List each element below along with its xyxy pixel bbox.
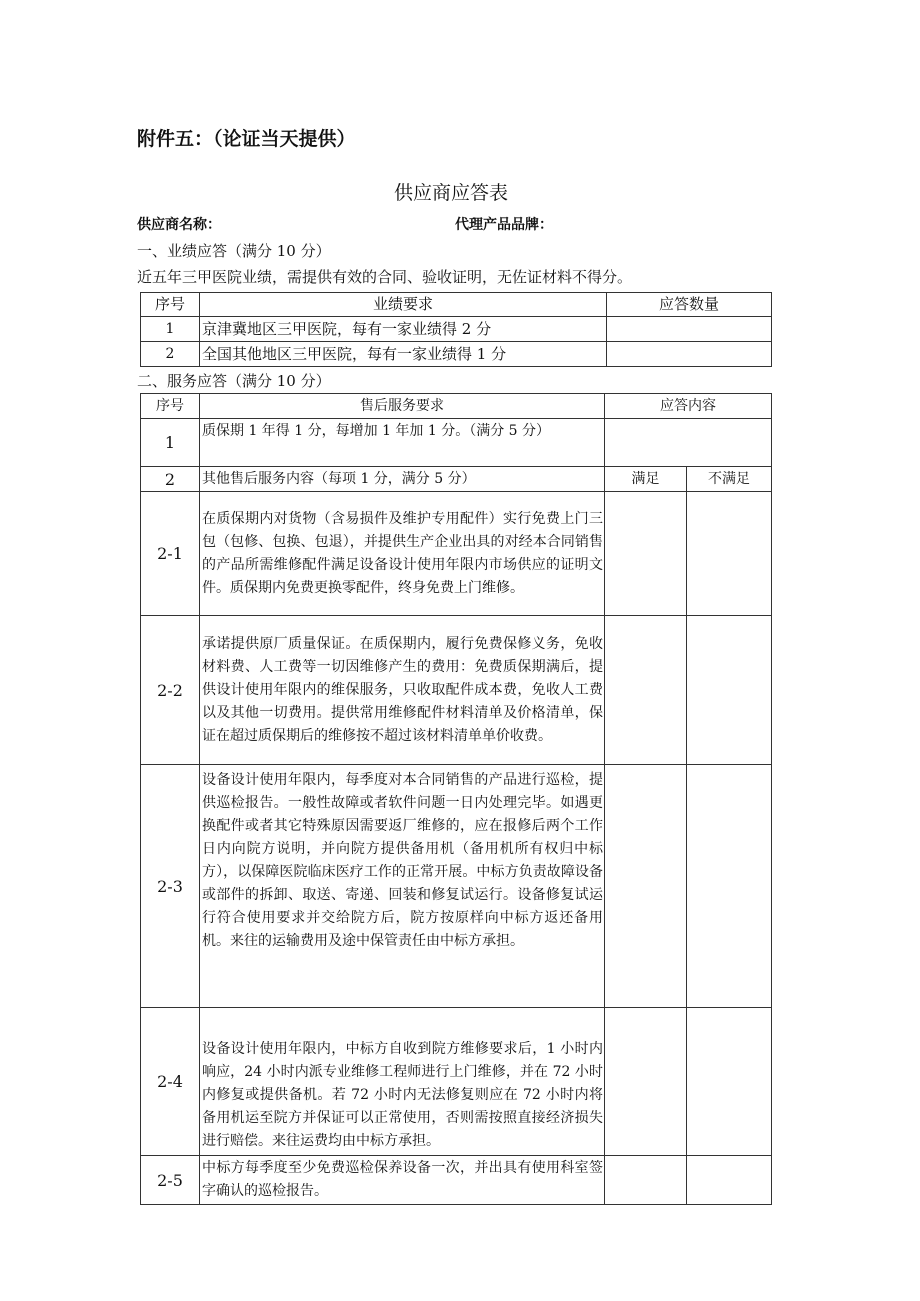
table-row xyxy=(141,1156,772,1205)
section2-heading: 二、服务应答（满分 10 分） xyxy=(137,372,331,390)
row-requirement: 设备设计使用年限内，每季度对本合同销售的产品进行巡检，提供巡检报告。一般性故障或者软件问题一日内处理完毕。如遇更换配件或者其它特殊原因需要返厂维修的，应在报修后两个工作日内向院方说明，并向院方提供备用机（备用机所有权归中标方），以保障医院临床医疗工作的正常开展。中标方负责故障设备或部件的拆卸、取送、寄递、回装和修复试运行。设备修复试运行符合使用要求并交给院方后，院方按原样向中标方返还备用机。来往的运输费用及途中保管责任由中标方承担。 xyxy=(200,765,605,1008)
row-requirement: 中标方每季度至少免费巡检保养设备一次，并出具有使用科室签字确认的巡检报告。 xyxy=(200,1156,605,1205)
satisfy-header: 满足 xyxy=(605,467,687,492)
not-satisfy-cell[interactable] xyxy=(687,765,772,1008)
not-satisfy-cell[interactable] xyxy=(687,616,772,765)
table-header-row xyxy=(141,293,772,317)
row-requirement: 其他售后服务内容（每项 1 分，满分 5 分） xyxy=(200,467,605,492)
attachment-title: 附件五：（论证当天提供） xyxy=(137,128,356,150)
section1-note: 近五年三甲医院业绩，需提供有效的合同、验收证明，无佐证材料不得分。 xyxy=(137,268,633,286)
performance-table xyxy=(140,292,772,367)
row-no: 2-1 xyxy=(141,492,200,616)
not-satisfy-cell[interactable] xyxy=(687,1156,772,1205)
table-row xyxy=(141,419,772,467)
not-satisfy-cell[interactable] xyxy=(687,492,772,616)
satisfy-cell[interactable] xyxy=(605,616,687,765)
row-no: 2 xyxy=(141,467,200,492)
row-requirement: 质保期 1 年得 1 分，每增加 1 年加 1 分。（满分 5 分） xyxy=(200,419,605,467)
table-header-row xyxy=(141,394,772,419)
header-no: 序号 xyxy=(141,394,200,419)
header-requirement: 售后服务要求 xyxy=(200,394,605,419)
answer-cell[interactable] xyxy=(607,342,772,367)
table-row xyxy=(141,342,772,367)
not-satisfy-header: 不满足 xyxy=(687,467,772,492)
service-table xyxy=(140,393,772,1205)
header-no: 序号 xyxy=(141,293,200,317)
table-row xyxy=(141,492,772,616)
table-row xyxy=(141,467,772,492)
section1-heading: 一、业绩应答（满分 10 分） xyxy=(137,242,331,260)
header-answer: 应答数量 xyxy=(607,293,772,317)
row-requirement: 全国其他地区三甲医院，每有一家业绩得 1 分 xyxy=(200,342,607,367)
answer-cell[interactable] xyxy=(605,419,772,467)
satisfy-cell[interactable] xyxy=(605,765,687,1008)
satisfy-cell[interactable] xyxy=(605,1008,687,1156)
form-title: 供应商应答表 xyxy=(394,182,509,204)
row-no: 2-3 xyxy=(141,765,200,1008)
row-no: 1 xyxy=(141,419,200,467)
row-requirement: 在质保期内对货物（含易损件及维护专用配件）实行免费上门三包（包修、包换、包退），并提供生产企业出具的对经本合同销售的产品所需维修配件满足设备设计使用年限内市场供应的证明文件。质保期内免费更换零配件，终身免费上门维修。 xyxy=(200,492,605,616)
satisfy-cell[interactable] xyxy=(605,492,687,616)
brand-label: 代理产品品牌： xyxy=(455,217,553,233)
table-row xyxy=(141,317,772,342)
row-no: 2-2 xyxy=(141,616,200,765)
supplier-name-label: 供应商名称： xyxy=(137,217,221,233)
row-requirement: 承诺提供原厂质量保证。在质保期内，履行免费保修义务，免收材料费、人工费等一切因维修产生的费用：免费质保期满后，提供设计使用年限内的维保服务，只收取配件成本费，免收人工费以及其他一切费用。提供常用维修配件材料清单及价格清单，保证在超过质保期后的维修按不超过该材料清单单价收费。 xyxy=(200,616,605,765)
answer-cell[interactable] xyxy=(607,317,772,342)
table-row xyxy=(141,616,772,765)
row-no: 2 xyxy=(141,342,200,367)
row-no: 2-4 xyxy=(141,1008,200,1156)
row-requirement: 设备设计使用年限内，中标方自收到院方维修要求后，1 小时内响应，24 小时内派专业维修工程师进行上门维修，并在 72 小时内修复或提供备机。若 72 小时内无法修复则应在 72 小时内将备用机运至院方并保证可以正常使用，否则需按照直接经济损失进行赔偿。来往运费均由中标方承担。 xyxy=(200,1008,605,1156)
row-no: 2-5 xyxy=(141,1156,200,1205)
row-no: 1 xyxy=(141,317,200,342)
not-satisfy-cell[interactable] xyxy=(687,1008,772,1156)
header-requirement: 业绩要求 xyxy=(200,293,607,317)
satisfy-cell[interactable] xyxy=(605,1156,687,1205)
row-requirement: 京津冀地区三甲医院，每有一家业绩得 2 分 xyxy=(200,317,607,342)
header-answer: 应答内容 xyxy=(605,394,772,419)
table-row xyxy=(141,765,772,1008)
table-row xyxy=(141,1008,772,1156)
